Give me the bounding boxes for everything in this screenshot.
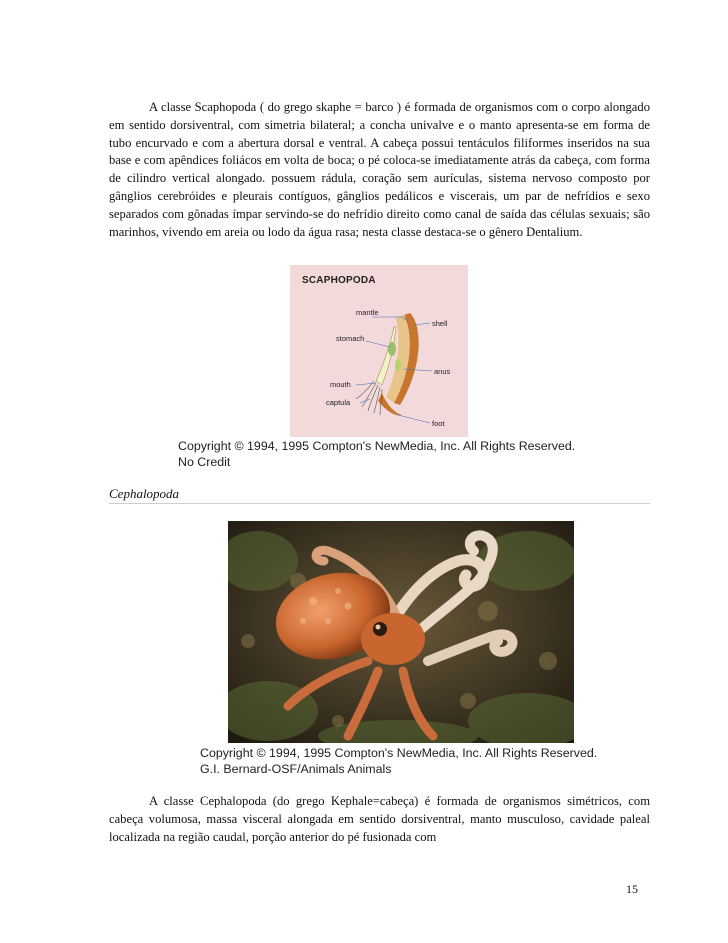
label-stomach: stomach bbox=[336, 334, 365, 343]
scaphopoda-text: A classe Scaphopoda ( do grego skaphe = barco ) é formada de organismos com o corpo alongado em sentido dorsiventral, com simetria bilateral; a concha univalve e o manto apresenta-se em forma de tubo encurvado e com a abertura dorsal e ventral. A cabeça possui tentáculos filiformes inseridos na sua base e com apêndices foliácos em volta de boca; o pé coloca-se imediatamente atrás da cabeça, com forma de cilindro vertical alongado. possuem rádula, coração sem aurículas, sistema nervoso composto por gânglios cerebróides e pleurais contíguos, gânglios pedálicos e viscerais, um par de nefrídios e sexo separados com gônadas ímpar servindo-se do nefrídio direito como canal de saída das células sexuais; são marinhos, vivendo em areia ou lodo da água rasa; nesta classe destaca-se o gênero Dentalium. bbox=[109, 100, 650, 239]
body-shape bbox=[376, 327, 396, 385]
caption-credit: G.I. Bernard-OSF/Animals Animals bbox=[200, 762, 392, 776]
cephalopoda-text: A classe Cephalopoda (do grego Kephale=cabeça) é formada de organismos simétricos, com cabeça volumosa, massa visceral alongada em sentido dorsiventral, manto musculoso, cavidade paleal localizada na região caudal, porção anterior do pé fusionada com bbox=[109, 794, 650, 844]
cephalopoda-caption bbox=[200, 745, 597, 777]
page-number: 15 bbox=[626, 882, 638, 896]
label-shell: shell bbox=[432, 319, 448, 328]
scaphopoda-diagram bbox=[290, 265, 468, 437]
stomach-shape bbox=[388, 342, 396, 356]
octopus-photo bbox=[228, 521, 574, 743]
label-anus: anus bbox=[434, 367, 451, 376]
cephalopoda-paragraph bbox=[109, 793, 650, 846]
label-captula: captula bbox=[326, 398, 351, 407]
scaphopoda-illustration bbox=[290, 265, 468, 437]
caption-copyright: Copyright © 1994, 1995 Compton's NewMedia, Inc. All Rights Reserved. bbox=[200, 746, 598, 760]
caption-credit: No Credit bbox=[178, 455, 231, 469]
section-heading-cephalopoda: Cephalopoda bbox=[109, 486, 180, 501]
scaphopoda-paragraph bbox=[109, 99, 650, 241]
diagram-title: SCAPHOPODA bbox=[302, 275, 376, 286]
label-mantle: mantle bbox=[356, 308, 379, 317]
label-mouth: mouth bbox=[330, 380, 351, 389]
scaphopoda-caption bbox=[178, 438, 575, 470]
octopus-illustration bbox=[228, 521, 574, 743]
section-divider bbox=[109, 503, 650, 504]
gland-shape bbox=[395, 359, 401, 371]
label-foot: foot bbox=[432, 419, 445, 428]
caption-copyright: Copyright © 1994, 1995 Compton's NewMedia, Inc. All Rights Reserved. bbox=[178, 439, 576, 453]
captacula-shape bbox=[356, 381, 382, 415]
